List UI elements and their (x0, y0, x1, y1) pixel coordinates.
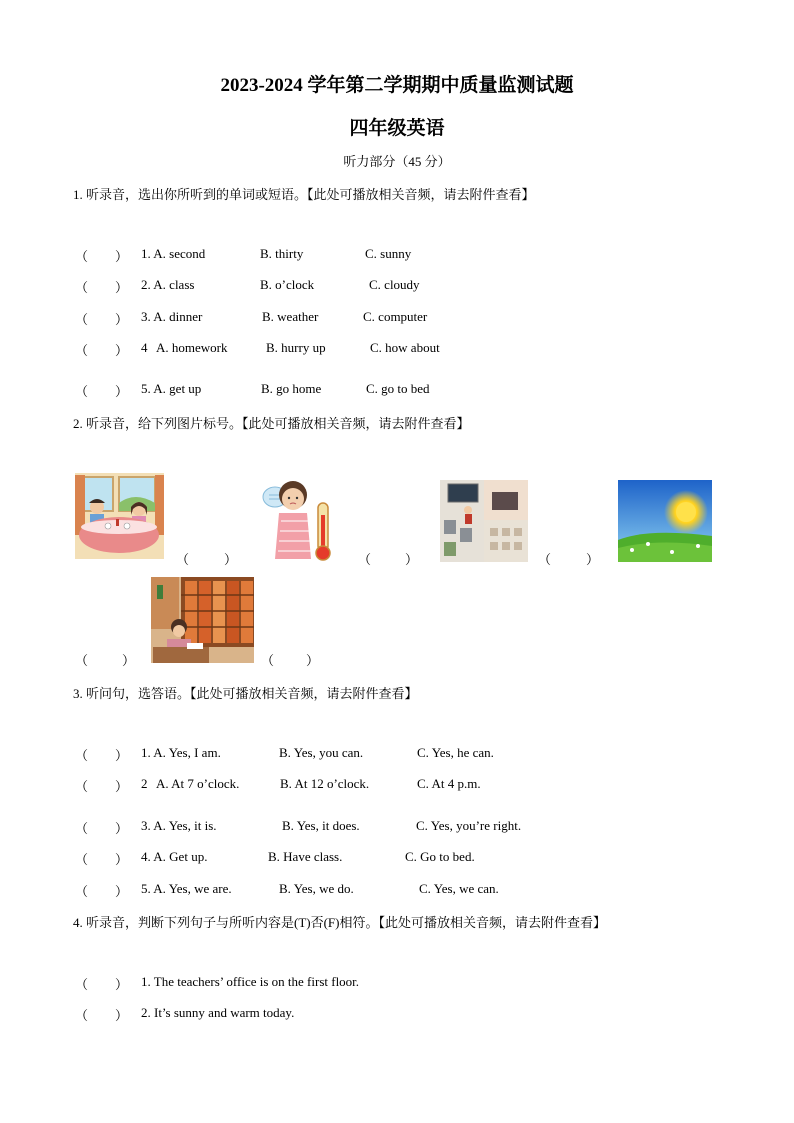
answer-paren-open[interactable]: （ (358, 552, 372, 567)
option-c: C. Yes, we can. (419, 881, 499, 896)
question-2-prompt: 2. 听录音，给下列图片标号。【此处可播放相关音频，请去附件查看】 (73, 416, 470, 431)
girl-hot-thermometer-picture (255, 475, 345, 562)
answer-paren-open[interactable]: （ (75, 748, 89, 763)
answer-paren-close: ） (586, 552, 600, 567)
answer-paren-close: ） (115, 280, 129, 295)
answer-paren-open[interactable]: （ (75, 249, 89, 264)
answer-paren-open[interactable]: （ (75, 343, 89, 358)
answer-paren-close: ） (115, 779, 129, 794)
answer-paren-close: ） (115, 249, 129, 264)
library-reading-picture (151, 577, 254, 663)
statement-text: 2. It’s sunny and warm today. (141, 1005, 295, 1020)
option-b: B. thirty (260, 246, 304, 261)
option-b: B. At 12 o’clock. (280, 776, 370, 791)
option-c: C. Yes, you’re right. (416, 818, 522, 833)
exam-title: 2023-2024 学年第二学期期中质量监测试题 (220, 75, 574, 96)
school-rooms-picture (440, 480, 528, 562)
family-dinner-picture (75, 473, 164, 559)
option-a: 3. A. dinner (141, 309, 203, 324)
option-c: C. computer (363, 309, 428, 324)
answer-paren-open[interactable]: （ (75, 1008, 89, 1023)
option-c: C. go to bed (366, 381, 430, 396)
statement-text: 1. The teachers’ office is on the first floor. (141, 974, 360, 989)
option-b: B. weather (262, 309, 319, 324)
question-3-prompt: 3. 听问句，选答语。【此处可播放相关音频，请去附件查看】 (73, 686, 418, 701)
option-c: C. At 4 p.m. (417, 776, 481, 791)
answer-paren-open[interactable]: （ (75, 653, 89, 668)
answer-paren-open[interactable]: （ (75, 312, 89, 327)
exam-subtitle: 四年级英语 (349, 118, 445, 139)
question-1-prompt: 1. 听录音，选出你所听到的单词或短语。【此处可播放相关音频，请去附件查看】 (73, 187, 535, 202)
answer-paren-open[interactable]: （ (75, 280, 89, 295)
answer-paren-open[interactable]: （ (75, 884, 89, 899)
answer-paren-close: ） (115, 312, 129, 327)
answer-paren-open[interactable]: （ (75, 779, 89, 794)
sunny-field-picture (618, 480, 712, 562)
answer-paren-close: ） (405, 552, 419, 567)
answer-paren-close: ） (306, 653, 320, 668)
answer-paren-open[interactable]: （ (538, 552, 552, 567)
answer-paren-close: ） (115, 1008, 129, 1023)
section-heading: 听力部分（45 分） (343, 154, 451, 169)
answer-paren-close: ） (115, 343, 129, 358)
answer-paren-open[interactable]: （ (75, 821, 89, 836)
answer-paren-close: ） (115, 748, 129, 763)
option-c: C. how about (370, 340, 440, 355)
answer-paren-close: ） (115, 852, 129, 867)
option-b: B. Have class. (268, 849, 343, 864)
option-a: 3. A. Yes, it is. (141, 818, 217, 833)
answer-paren-open[interactable]: （ (176, 552, 190, 567)
answer-paren-open[interactable]: （ (261, 653, 275, 668)
option-b: B. o’clock (260, 277, 315, 292)
option-a: A. At 7 o’clock. (156, 776, 240, 791)
option-a: A. homework (156, 340, 228, 355)
option-a: 5. A. get up (141, 381, 202, 396)
option-c: C. sunny (365, 246, 412, 261)
answer-paren-close: ） (122, 653, 136, 668)
answer-paren-close: ） (115, 821, 129, 836)
answer-paren-open[interactable]: （ (75, 977, 89, 992)
answer-paren-open[interactable]: （ (75, 384, 89, 399)
answer-paren-close: ） (115, 884, 129, 899)
option-b: B. hurry up (266, 340, 326, 355)
option-a: 5. A. Yes, we are. (141, 881, 232, 896)
question-4-prompt: 4. 听录音，判断下列句子与所听内容是(T)否(F)相符。【此处可播放相关音频，请去附件查看】 (73, 915, 606, 930)
option-b: B. go home (261, 381, 322, 396)
option-a: 1. A. second (141, 246, 206, 261)
answer-paren-close: ） (115, 977, 129, 992)
option-b: B. Yes, you can. (279, 745, 364, 760)
item-number: 4 (141, 340, 148, 355)
option-a: 1. A. Yes, I am. (141, 745, 221, 760)
answer-paren-close: ） (224, 552, 238, 567)
answer-paren-open[interactable]: （ (75, 852, 89, 867)
option-a: 2. A. class (141, 277, 195, 292)
option-a: 4. A. Get up. (141, 849, 208, 864)
option-c: C. cloudy (369, 277, 420, 292)
item-number: 2 (141, 776, 148, 791)
option-b: B. Yes, it does. (282, 818, 360, 833)
option-b: B. Yes, we do. (279, 881, 354, 896)
option-c: C. Yes, he can. (417, 745, 494, 760)
option-c: C. Go to bed. (405, 849, 475, 864)
answer-paren-close: ） (115, 384, 129, 399)
